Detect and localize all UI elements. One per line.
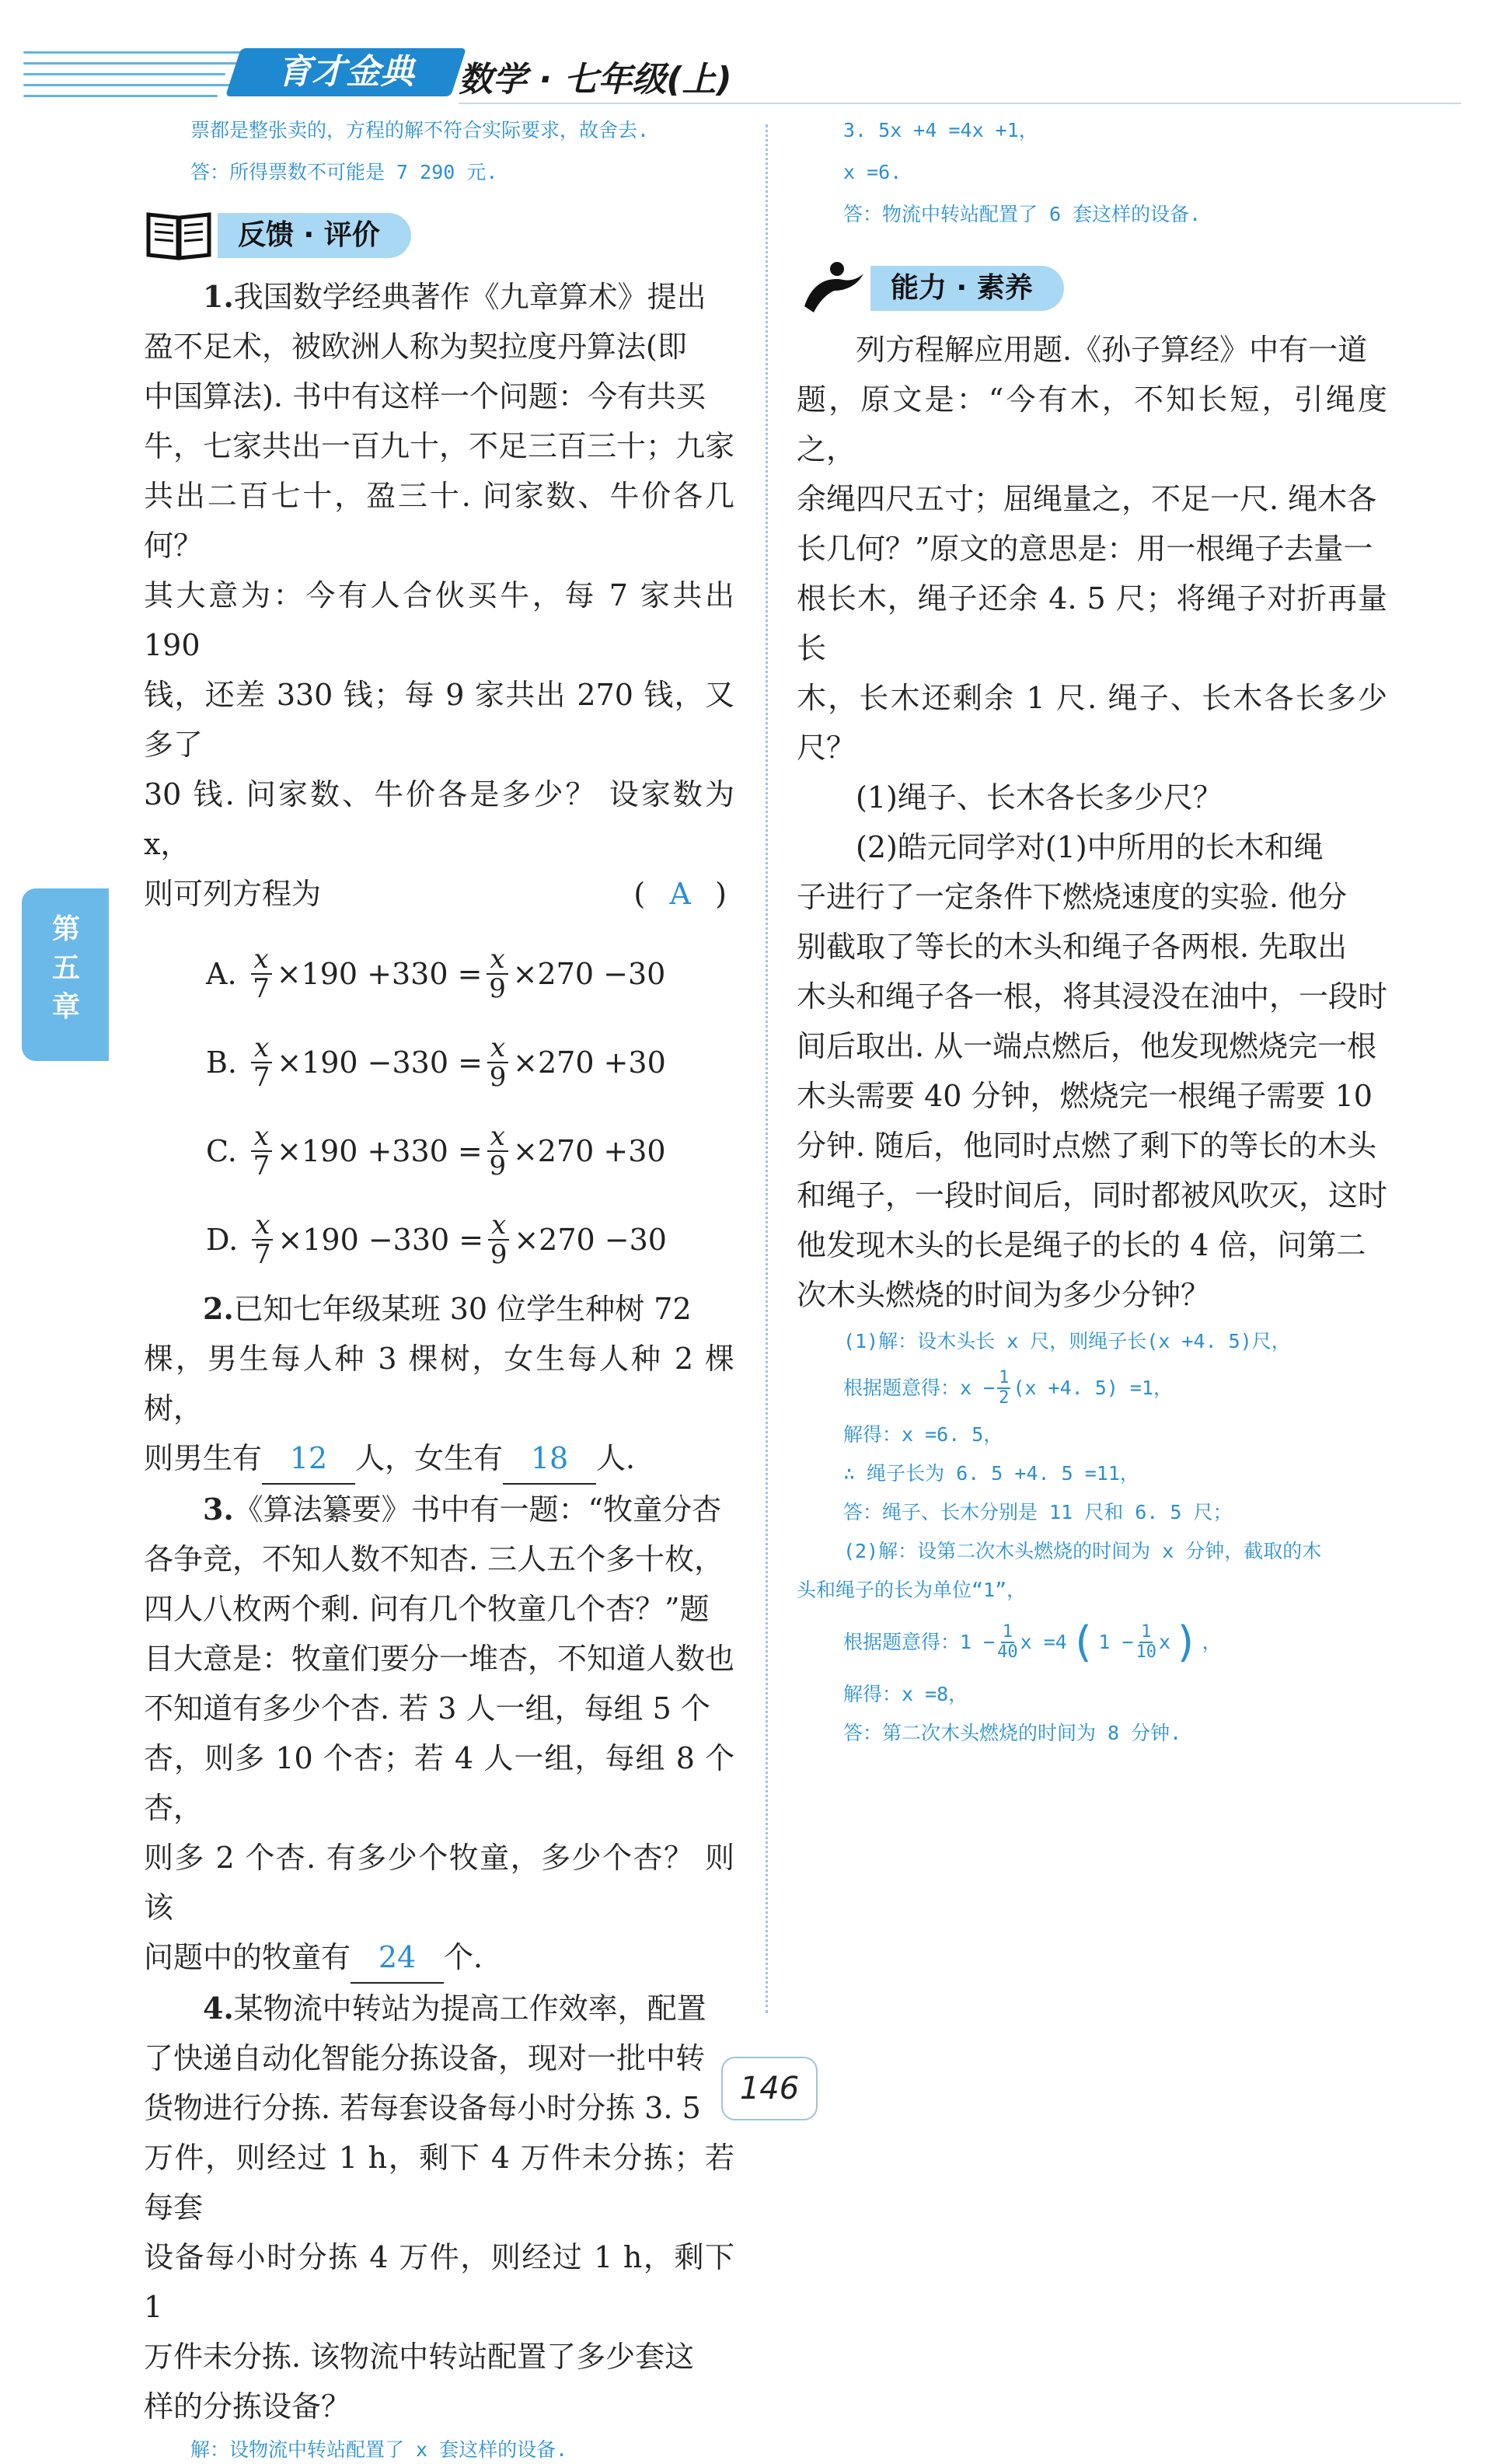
header-decor-lines <box>23 45 264 107</box>
prev-solution-line: 答：物流中转站配置了 6 套这样的设备. <box>843 203 1202 225</box>
q3-line: 四人八枚两个剩. 问有几个牧童几个杏？”题 <box>144 1592 710 1626</box>
problem-line: 别截取了等长的木头和绳子各两根. 先取出 <box>797 930 1348 964</box>
option-expr: ×190 +330 = <box>276 957 483 991</box>
fraction <box>997 1623 1018 1662</box>
frac-num: x <box>251 945 272 975</box>
page-number: 146 <box>721 2057 818 2120</box>
frac-num: x <box>252 1211 273 1241</box>
fraction <box>487 1034 508 1091</box>
fraction <box>487 1122 508 1180</box>
frac-num: 1 <box>999 1368 1010 1387</box>
q3-line: 杏，则多 10 个杏；若 4 人一组，每组 8 个杏， <box>144 1741 734 1825</box>
problem-line: 分钟. 随后，他同时点燃了剩下的等长的木头 <box>797 1129 1377 1163</box>
eq-text: 根据题意得：1 − <box>843 1631 996 1653</box>
q3-blank: 24 <box>351 1932 444 1984</box>
frac-num: x <box>487 945 508 975</box>
q1-options <box>206 930 734 1284</box>
question-4 <box>144 1984 734 2431</box>
fraction <box>252 1211 273 1269</box>
q2-number: 2. <box>203 1291 234 1326</box>
fraction <box>488 1211 509 1269</box>
option-label: A. <box>206 957 237 991</box>
q2-blank-girls: 18 <box>503 1433 596 1485</box>
option-expr: ×270 −30 <box>512 957 666 991</box>
solution-line: (2)解：设第二次木头燃烧的时间为 x 分钟，截取的木 <box>843 1540 1322 1562</box>
brand-banner <box>225 48 466 96</box>
q2-suffix: 人. <box>596 1441 636 1475</box>
q1-line: 我国数学经典著作《九章算术》提出 <box>233 280 706 314</box>
fraction <box>487 945 508 1003</box>
solution-line: 答：第二次木头燃烧的时间为 8 分钟. <box>843 1722 1182 1744</box>
problem-line: 木，长木还剩余 1 尺. 绳子、长木各长多少尺？ <box>797 681 1387 765</box>
option-expr: ×190 −330 = <box>277 1045 483 1080</box>
problem-line: 间后取出. 从一端点燃后，他发现燃烧完一根 <box>797 1029 1377 1063</box>
eq-text: x <box>1159 1631 1171 1653</box>
question-1 <box>144 272 734 919</box>
frac-den: 2 <box>999 1388 1010 1408</box>
eq-text: 1 − <box>1098 1631 1134 1653</box>
q1-line: 钱，还差 330 钱；每 9 家共出 270 钱，又多了 <box>144 678 734 762</box>
q1-answer: A <box>669 877 691 911</box>
chapter-label: 第五章 <box>51 913 80 1023</box>
frac-num: x <box>487 1122 508 1152</box>
problem-part-1: (1)绳子、长木各长多少尺？ <box>856 780 1223 815</box>
q1-line: 盈不足术，被欧洲人称为契拉度丹算法(即 <box>144 330 687 364</box>
q1-line: 牛，七家共出一百九十，不足三百三十；九家 <box>144 429 735 463</box>
prev-solution-line: x =6. <box>843 161 902 183</box>
fraction <box>251 945 272 1003</box>
chapter-side-tab <box>22 888 109 1061</box>
solution-line: 头和绳子的长为单位“1”， <box>797 1579 1027 1601</box>
feedback-section-header <box>144 207 734 261</box>
q1-last-line: 则可列方程为 <box>144 877 322 911</box>
ability-problem <box>797 325 1387 1320</box>
q1-option-a <box>206 930 734 1018</box>
frac-num: x <box>488 1211 509 1241</box>
option-label: D. <box>206 1223 239 1257</box>
frac-den: 7 <box>253 1062 270 1093</box>
solution-equation-1 <box>843 1366 1387 1410</box>
question-3 <box>144 1485 734 1984</box>
q2-blank-boys: 12 <box>262 1433 355 1485</box>
option-expr: ×270 +30 <box>512 1134 666 1168</box>
fraction <box>251 1122 272 1180</box>
problem-line: 余绳四尺五寸；屈绳量之，不足一尺. 绳木各 <box>797 482 1377 516</box>
left-column <box>144 117 734 2464</box>
q2-prefix: 则男生有 <box>144 1441 263 1475</box>
right-column <box>797 117 1387 1747</box>
problem-line: 根长木，绳子还余 4. 5 尺；将绳子对折再量长 <box>797 581 1387 665</box>
eq-text: ， <box>1202 1631 1222 1653</box>
ability-solution <box>797 1328 1387 1747</box>
prev-answer-line-2: 答：所得票数不可能是 7 290 元. <box>190 161 498 183</box>
frac-num: 1 <box>1002 1622 1013 1642</box>
problem-line: 和绳子，一段时间后，同时都被风吹灭，这时 <box>797 1178 1388 1213</box>
q4-line: 万件未分拣. 该物流中转站配置了多少套这 <box>144 2340 695 2374</box>
q1-number: 1. <box>203 279 234 314</box>
option-expr: ×270 −30 <box>514 1223 667 1257</box>
problem-part-2: (2)皓元同学对(1)中所用的长木和绳 <box>856 830 1324 864</box>
q3-line: 则多 2 个杏. 有多少个牧童，多少个杏？ 则该 <box>144 1841 734 1925</box>
fraction <box>251 1034 272 1091</box>
q2-line: 已知七年级某班 30 位学生种树 72 <box>233 1292 692 1326</box>
prev-answer-line-1: 票都是整张卖的，方程的解不符合实际要求，故舍去. <box>190 119 650 141</box>
problem-line: 长几何？”原文的意思是：用一根绳子去量一 <box>797 532 1373 566</box>
q1-option-d <box>206 1195 734 1284</box>
q1-line: 30 钱. 问家数、牛价各是多少？ 设家数为 x， <box>144 777 734 861</box>
problem-line: 子进行了一定条件下燃烧速度的实验. 他分 <box>797 880 1348 914</box>
q4-answer: 解：设物流中转站配置了 x 套这样的设备. <box>190 2438 568 2461</box>
solution-line: ∴ 绳子长为 6. 5 +4. 5 =11， <box>843 1462 1139 1485</box>
q3-line: 各争竞，不知人数不知杏. 三人五个多十枚， <box>144 1542 724 1576</box>
q4-line: 样的分拣设备？ <box>144 2389 351 2424</box>
q3-suffix: 个. <box>444 1940 483 1974</box>
q3-number: 3. <box>203 1492 234 1527</box>
q3-prefix: 问题中的牧童有 <box>144 1940 351 1974</box>
option-expr: ×190 −330 = <box>277 1223 484 1257</box>
problem-line: 题，原文是：“今有木，不知长短，引绳度之， <box>797 382 1387 466</box>
q4-number: 4. <box>203 1991 234 2026</box>
q1-line: 共出二百七十，盈三十. 问家数、牛价各几何？ <box>144 479 734 563</box>
problem-line: 他发现木头的长是绳子的长的 4 倍，问第二 <box>797 1228 1366 1262</box>
q1-option-c <box>206 1107 734 1195</box>
fraction <box>997 1369 1010 1408</box>
q3-line: 《算法纂要》书中有一题：“牧童分杏 <box>233 1492 722 1527</box>
q2-line: 棵，男生每人种 3 棵树，女生每人种 2 棵树， <box>144 1342 734 1426</box>
q4-line: 货物进行分拣. 若每套设备每小时分拣 3. 5 <box>144 2091 701 2125</box>
q4-line: 万件，则经过 1 h，剩下 4 万件未分拣；若每套 <box>144 2141 734 2225</box>
q3-line: 不知道有多少个杏. 若 3 人一组，每组 5 个 <box>144 1691 710 1726</box>
eq-text: 根据题意得：x − <box>843 1377 996 1399</box>
q4-line: 了快递自动化智能分拣设备，现对一批中转 <box>144 2041 706 2075</box>
ability-section-header <box>797 260 1387 314</box>
answer-paren-right: ) <box>715 877 727 911</box>
option-expr: ×190 +330 = <box>277 1134 483 1168</box>
fraction <box>1136 1623 1157 1662</box>
solution-line: (1)解：设木头长 x 尺，则绳子长(x +4. 5)尺， <box>843 1330 1291 1352</box>
problem-line: 次木头燃烧的时间为多少分钟？ <box>797 1278 1211 1312</box>
solution-line: 解得：x =8， <box>843 1683 968 1705</box>
problem-line: 木头需要 40 分钟，燃烧完一根绳子需要 10 <box>797 1079 1373 1113</box>
problem-line: 木头和绳子各一根，将其浸没在油中，一段时 <box>797 979 1388 1014</box>
frac-den: 9 <box>489 973 506 1004</box>
frac-den: 10 <box>1135 1642 1157 1662</box>
paren-close: ) <box>1174 1618 1199 1667</box>
frac-num: x <box>251 1122 272 1152</box>
column-divider <box>766 124 768 2013</box>
q4-line: 设备每小时分拣 4 万件，则经过 1 h，剩下 1 <box>144 2240 734 2324</box>
solution-equation-2 <box>843 1615 1387 1670</box>
frac-num: x <box>251 1034 272 1063</box>
subject-title: 数学 · 七年级(上) <box>459 60 732 99</box>
solution-line: 解得：x =6. 5， <box>843 1423 1003 1446</box>
answer-paren-left: ( <box>633 877 646 911</box>
question-2 <box>144 1284 734 1485</box>
prev-solution-line: 3. 5x +4 =4x +1， <box>843 119 1038 141</box>
eq-text: x =4 <box>1020 1631 1067 1653</box>
solution-line: 答：绳子、长木分别是 11 尺和 6. 5 尺； <box>843 1501 1233 1523</box>
frac-den: 40 <box>997 1642 1018 1662</box>
option-expr: ×270 +30 <box>513 1045 666 1080</box>
header-rule <box>459 103 1461 104</box>
q1-line: 其大意为：今有人合伙买牛，每 7 家共出 190 <box>144 578 734 662</box>
q2-mid: 人，女生有 <box>355 1441 504 1475</box>
book-icon <box>144 207 214 261</box>
ability-section-title: 能力 · 素养 <box>870 266 1064 311</box>
frac-num: 1 <box>1141 1622 1152 1642</box>
frac-den: 7 <box>253 1150 270 1181</box>
q1-line: 中国算法). 书中有这样一个问题：今有共买 <box>144 379 706 414</box>
feedback-section-title: 反馈 · 评价 <box>218 213 411 258</box>
eq-text: (x +4. 5) =1， <box>1013 1377 1174 1399</box>
q4-line: 某物流中转站为提高工作效率，配置 <box>233 1991 706 2026</box>
paren-open: ( <box>1069 1618 1096 1667</box>
q1-option-b <box>206 1018 734 1107</box>
frac-den: 7 <box>253 973 270 1004</box>
running-figure-icon <box>797 260 867 314</box>
frac-num: x <box>487 1034 508 1063</box>
problem-line: 列方程解应用题.《孙子算经》中有一道 <box>856 333 1368 367</box>
brand-title: 育才金典 <box>277 52 414 92</box>
frac-den: 9 <box>489 1062 507 1093</box>
q3-line: 目大意是：牧童们要分一堆杏，不知道人数也 <box>144 1642 735 1676</box>
option-label: B. <box>206 1045 238 1080</box>
frac-den: 9 <box>489 1150 507 1181</box>
frac-den: 9 <box>490 1239 508 1270</box>
option-label: C. <box>206 1134 237 1168</box>
frac-den: 7 <box>253 1239 271 1270</box>
